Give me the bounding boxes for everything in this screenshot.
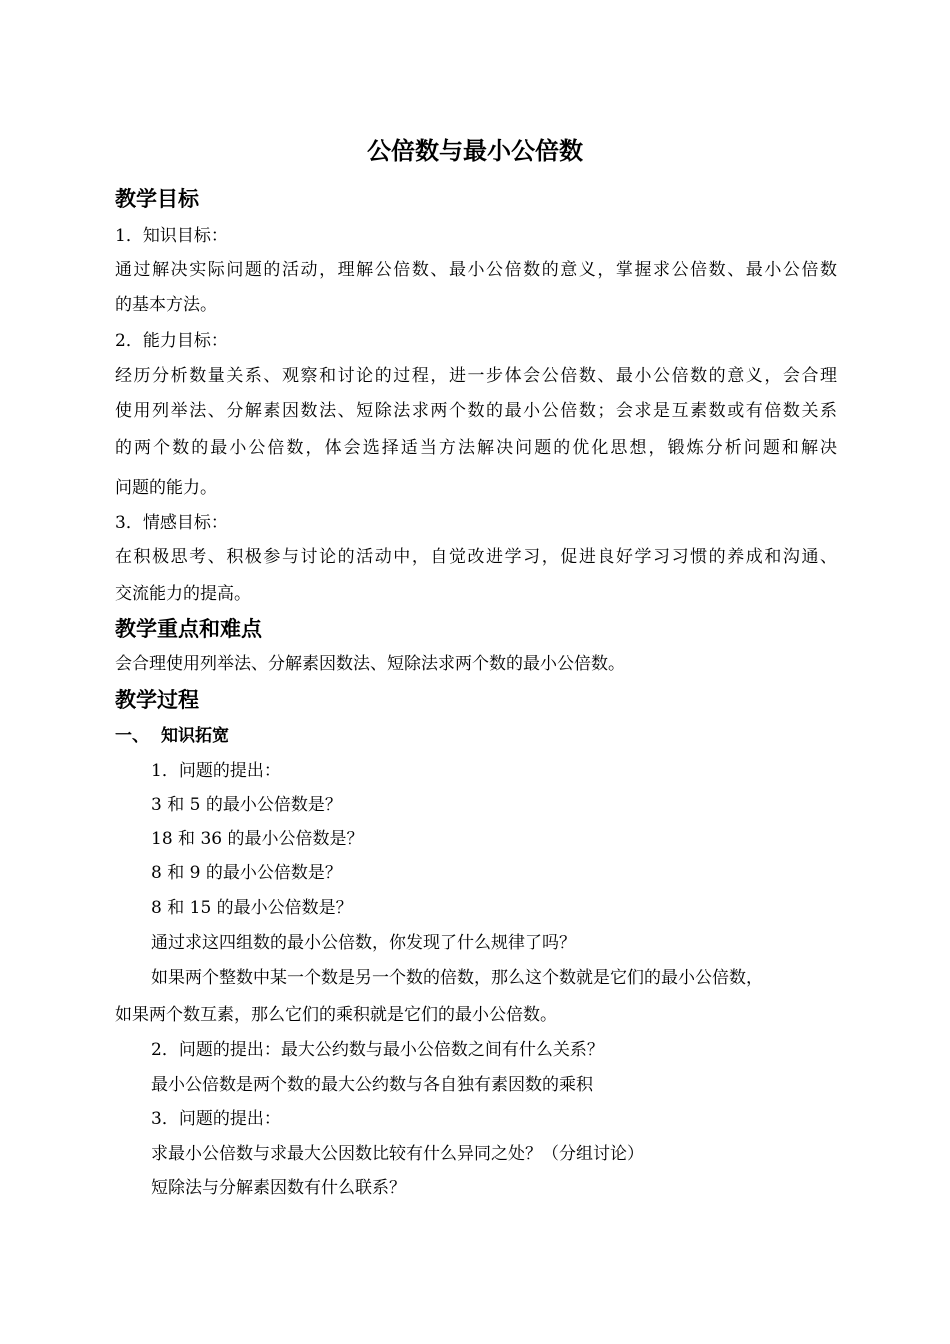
part-1-question-e: 通过求这四组数的最小公倍数，你发现了什么规律了吗？ xyxy=(151,933,576,953)
objective-2-line-3: 的两个数的最小公倍数，体会选择适当方法解决问题的优化思想，锻炼分析问题和解决 xyxy=(115,438,837,458)
part-1-question-c: 8 和 9 的最小公倍数是？ xyxy=(151,863,342,883)
part-1-title: 知识拓宽 xyxy=(161,726,229,746)
part-1-number: 一、 xyxy=(115,726,149,746)
objective-2-label: 2．能力目标： xyxy=(115,331,228,351)
objective-3-label: 3．情感目标： xyxy=(115,513,228,533)
part-1-question-1-label: 1．问题的提出： xyxy=(151,761,281,781)
part-1-question-2: 2．问题的提出：最大公约数与最小公倍数之间有什么关系？ xyxy=(151,1040,604,1060)
part-1-question-a: 3 和 5 的最小公倍数是？ xyxy=(151,795,342,815)
part-1-question-3-b: 短除法与分解素因数有什么联系？ xyxy=(151,1178,406,1198)
objective-2-line-4: 问题的能力。 xyxy=(115,478,217,498)
part-1-question-3-label: 3．问题的提出： xyxy=(151,1109,281,1129)
objective-2-line-2: 使用列举法、分解素因数法、短除法求两个数的最小公倍数；会求是互素数或有倍数关系 xyxy=(115,401,837,421)
objective-1-line-1: 通过解决实际问题的活动，理解公倍数、最小公倍数的意义，掌握求公倍数、最小公倍数 xyxy=(115,260,837,280)
objective-3-line-2: 交流能力的提高。 xyxy=(115,584,251,604)
part-1-question-b: 18 和 36 的最小公倍数是？ xyxy=(151,829,364,849)
part-1-conclusion-line-1: 如果两个整数中某一个数是另一个数的倍数，那么这个数就是它们的最小公倍数， xyxy=(151,968,763,988)
objective-2-line-1: 经历分析数量关系、观察和讨论的过程，进一步体会公倍数、最小公倍数的意义，会合理 xyxy=(115,366,837,386)
part-1-heading xyxy=(115,723,229,749)
part-1-answer-2: 最小公倍数是两个数的最大公约数与各自独有素因数的乘积 xyxy=(151,1075,593,1095)
objective-3-line-1: 在积极思考、积极参与讨论的活动中，自觉改进学习，促进良好学习习惯的养成和沟通、 xyxy=(115,547,837,567)
document-title: 公倍数与最小公倍数 xyxy=(367,137,583,165)
section-heading-key-points: 教学重点和难点 xyxy=(115,617,262,641)
part-1-question-d: 8 和 15 的最小公倍数是？ xyxy=(151,898,353,918)
section-heading-objectives: 教学目标 xyxy=(115,187,199,211)
part-1-conclusion-line-2: 如果两个数互素，那么它们的乘积就是它们的最小公倍数。 xyxy=(115,1005,557,1025)
objective-1-label: 1．知识目标： xyxy=(115,226,228,246)
part-1-question-3-a: 求最小公倍数与求最大公因数比较有什么异同之处？（分组讨论） xyxy=(151,1144,644,1164)
key-points-text: 会合理使用列举法、分解素因数法、短除法求两个数的最小公倍数。 xyxy=(115,654,625,674)
section-heading-process: 教学过程 xyxy=(115,688,199,712)
objective-1-line-2: 的基本方法。 xyxy=(115,295,217,315)
